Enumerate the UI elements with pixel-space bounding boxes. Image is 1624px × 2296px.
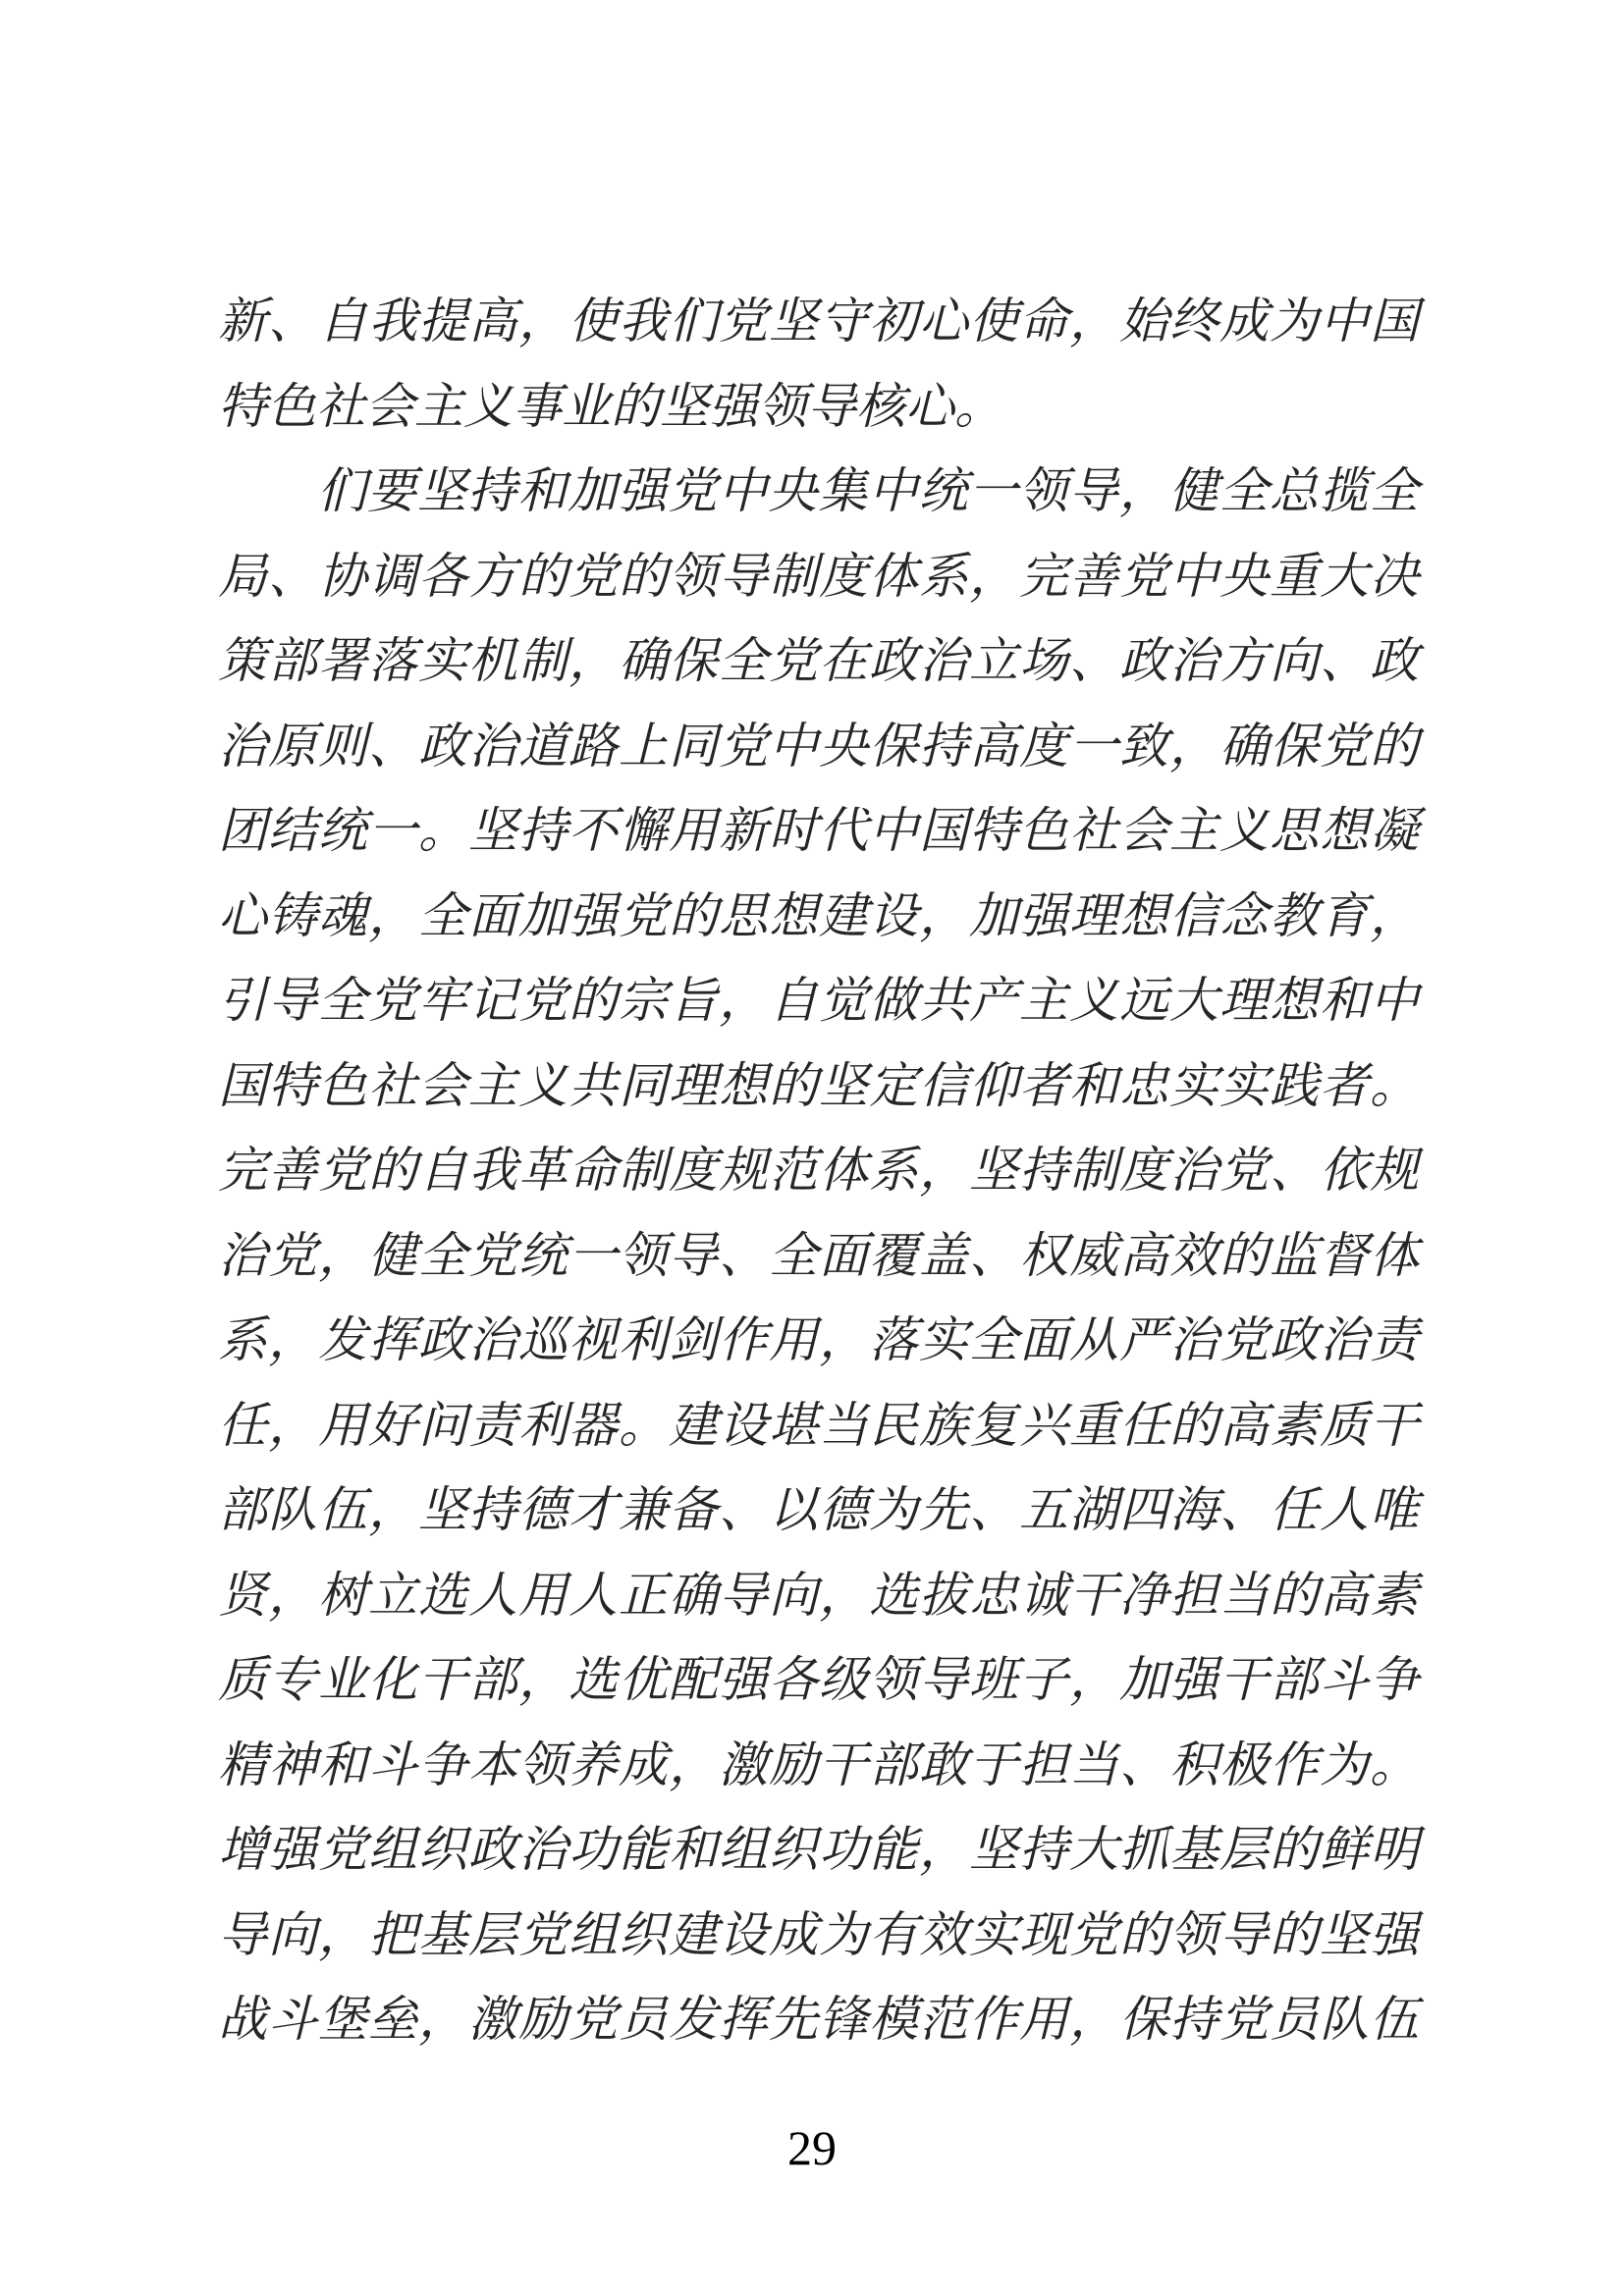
text-line: 质专业化干部，选优配强各级领导班子，加强干部斗争 (218, 1652, 1419, 1707)
text-line: 部队伍，坚持德才兼备、以德为先、五湖四海、任人唯 (218, 1482, 1419, 1537)
text-line: 引导全党牢记党的宗旨，自觉做共产主义远大理想和中 (218, 973, 1419, 1028)
text-line: 特色社会主义事业的坚强领导核心。 (218, 378, 1003, 434)
text-line: 增强党组织政治功能和组织功能，坚持大抓基层的鲜明 (218, 1822, 1419, 1877)
text-line: 导向，把基层党组织建设成为有效实现党的领导的坚强 (218, 1906, 1419, 1962)
page-number: 29 (787, 2120, 837, 2175)
text-line: 战斗堡垒，激励党员发挥先锋模范作用，保持党员队伍 (218, 1992, 1419, 2047)
text-line: 新、自我提高，使我们党坚守初心使命，始终成为中国 (218, 294, 1419, 348)
text-line: 策部署落实机制，确保全党在政治立场、政治方向、政 (218, 633, 1419, 688)
text-line: 精神和斗争本领养成，激励干部敢于担当、积极作为。 (218, 1736, 1419, 1792)
text-line: 贤，树立选人用人正确导向，选拔忠诚干净担当的高素 (218, 1567, 1419, 1623)
text-line: 治原则、政治道路上同党中央保持高度一致，确保党的 (218, 718, 1419, 774)
text-line: 完善党的自我革命制度规范体系，坚持制度治党、依规 (218, 1143, 1419, 1198)
text-line: 心铸魂，全面加强党的思想建设，加强理想信念教育， (218, 887, 1419, 943)
text-line: 国特色社会主义共同理想的坚定信仰者和忠实实践者。 (218, 1057, 1419, 1113)
text-line: 系，发挥政治巡视利剑作用，落实全面从严治党政治责 (218, 1312, 1419, 1367)
text-body (218, 279, 1419, 2062)
text-line: 们要坚持和加强党中央集中统一领导，健全总揽全 (317, 463, 1419, 518)
text-line: 团结统一。坚持不懈用新时代中国特色社会主义思想凝 (218, 803, 1419, 858)
text-line: 治党，健全党统一领导、全面覆盖、权威高效的监督体 (218, 1227, 1419, 1283)
text-line: 局、协调各方的党的领导制度体系，完善党中央重大决 (218, 548, 1419, 604)
text-line: 任，用好问责利器。建设堪当民族复兴重任的高素质干 (218, 1397, 1419, 1453)
